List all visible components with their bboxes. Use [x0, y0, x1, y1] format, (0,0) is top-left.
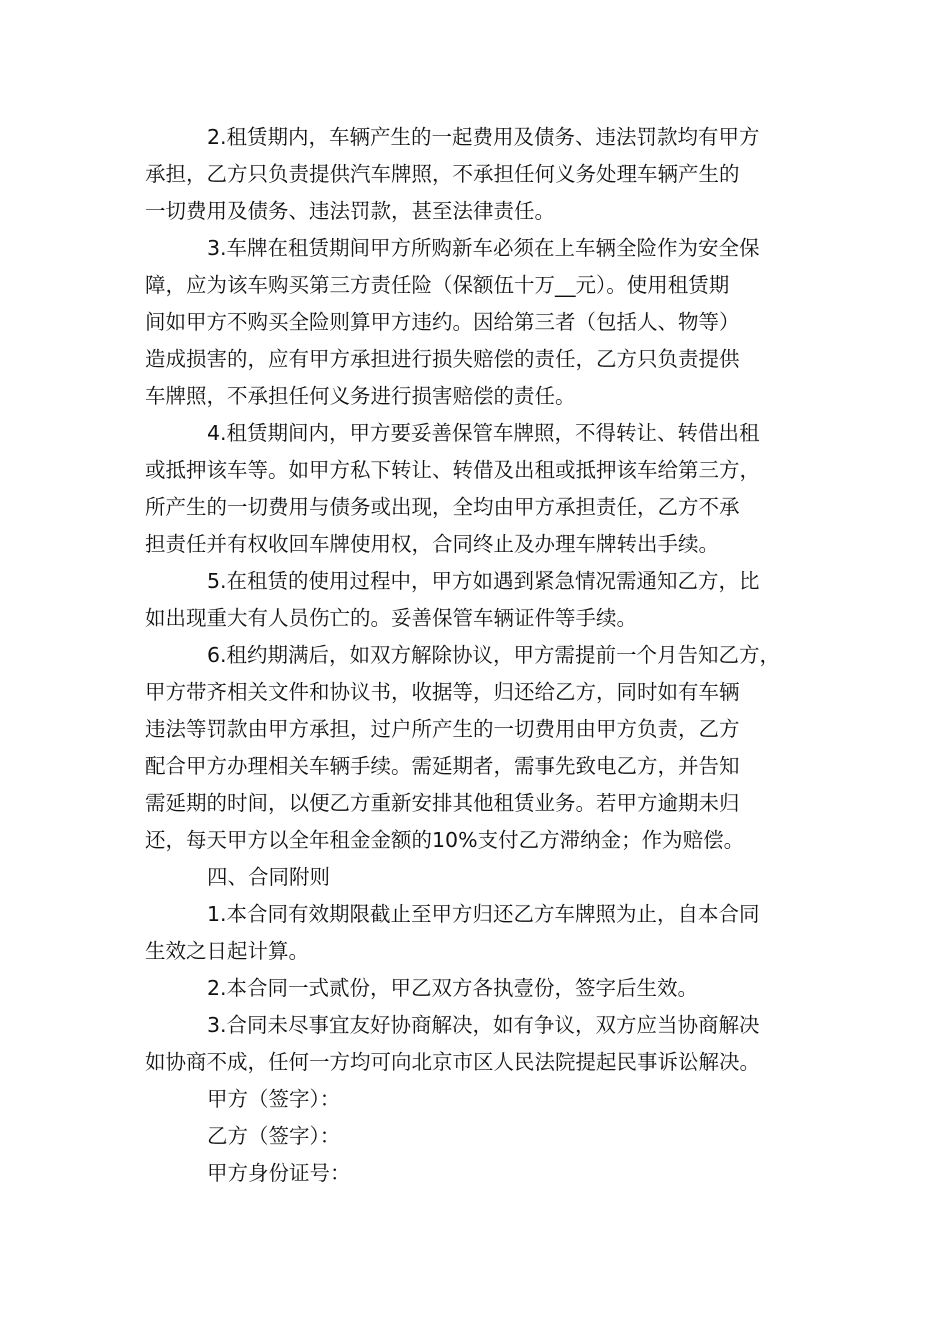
appendix-3-line-2: 如协商不成，任何一方均可向北京市区人民法院提起民事诉讼解决。 [145, 1050, 760, 1074]
clause-3-line-3: 间如甲方不购买全险则算甲方违约。因给第三者（包括人、物等） [145, 310, 740, 334]
clause-4-line-1: 4.租赁期间内，甲方要妥善保管车牌照，不得转让、转借出租 [207, 421, 760, 445]
clause-3-line-4: 造成损害的，应有甲方承担进行损失赔偿的责任，乙方只负责提供 [145, 347, 740, 371]
signature-party-b: 乙方（签字）： [207, 1124, 341, 1148]
clause-6-line-1: 6.租约期满后，如双方解除协议，甲方需提前一个月告知乙方， [207, 643, 781, 667]
clause-2-line-1: 2.租赁期内，车辆产生的一起费用及债务、违法罚款均有甲方 [207, 125, 760, 149]
clause-2-line-2: 承担，乙方只负责提供汽车牌照，不承担任何义务处理车辆产生的 [145, 162, 740, 186]
clause-6-line-2: 甲方带齐相关文件和协议书，收据等，归还给乙方，同时如有车辆 [145, 680, 740, 704]
section-heading: 四、合同附则 [207, 865, 330, 889]
clause-6-line-3: 违法等罚款由甲方承担，过户所产生的一切费用由甲方负责，乙方 [145, 717, 740, 741]
appendix-2-line-1: 2.本合同一式贰份，甲乙双方各执壹份，签字后生效。 [207, 976, 699, 1000]
clause-4-line-4: 担责任并有权收回车牌使用权，合同终止及办理车牌转出手续。 [145, 532, 719, 556]
clause-5-line-1: 5.在租赁的使用过程中，甲方如遇到紧急情况需通知乙方，比 [207, 569, 760, 593]
clause-6-line-4: 配合甲方办理相关车辆手续。需延期者，需事先致电乙方，并告知 [145, 754, 740, 778]
clause-3-line-5: 车牌照，不承担任何义务进行损害赔偿的责任。 [145, 384, 576, 408]
party-a-id-number: 甲方身份证号： [207, 1161, 351, 1185]
clause-4-line-3: 所产生的一切费用与债务或出现，全均由甲方承担责任，乙方不承 [145, 495, 740, 519]
clause-2-line-3: 一切费用及债务、违法罚款，甚至法律责任。 [145, 199, 555, 223]
clause-4-line-2: 或抵押该车等。如甲方私下转让、转借及出租或抵押该车给第三方， [145, 458, 760, 482]
appendix-1-line-2: 生效之日起计算。 [145, 939, 309, 963]
clause-6-line-6: 还，每天甲方以全年租金金额的10%支付乙方滞纳金；作为赔偿。 [145, 828, 745, 852]
appendix-1-line-1: 1.本合同有效期限截止至甲方归还乙方车牌照为止，自本合同 [207, 902, 760, 926]
clause-6-line-5: 需延期的时间，以便乙方重新安排其他租赁业务。若甲方逾期未归 [145, 791, 740, 815]
clause-5-line-2: 如出现重大有人员伤亡的。妥善保管车辆证件等手续。 [145, 606, 637, 630]
signature-party-a: 甲方（签字）： [207, 1087, 341, 1111]
clause-3-line-2: 障，应为该车购买第三方责任险（保额伍十万__元）。使用租赁期 [145, 273, 730, 297]
clause-3-line-1: 3.车牌在租赁期间甲方所购新车必须在上车辆全险作为安全保 [207, 236, 760, 260]
appendix-3-line-1: 3.合同未尽事宜友好协商解决，如有争议，双方应当协商解决 [207, 1013, 760, 1037]
